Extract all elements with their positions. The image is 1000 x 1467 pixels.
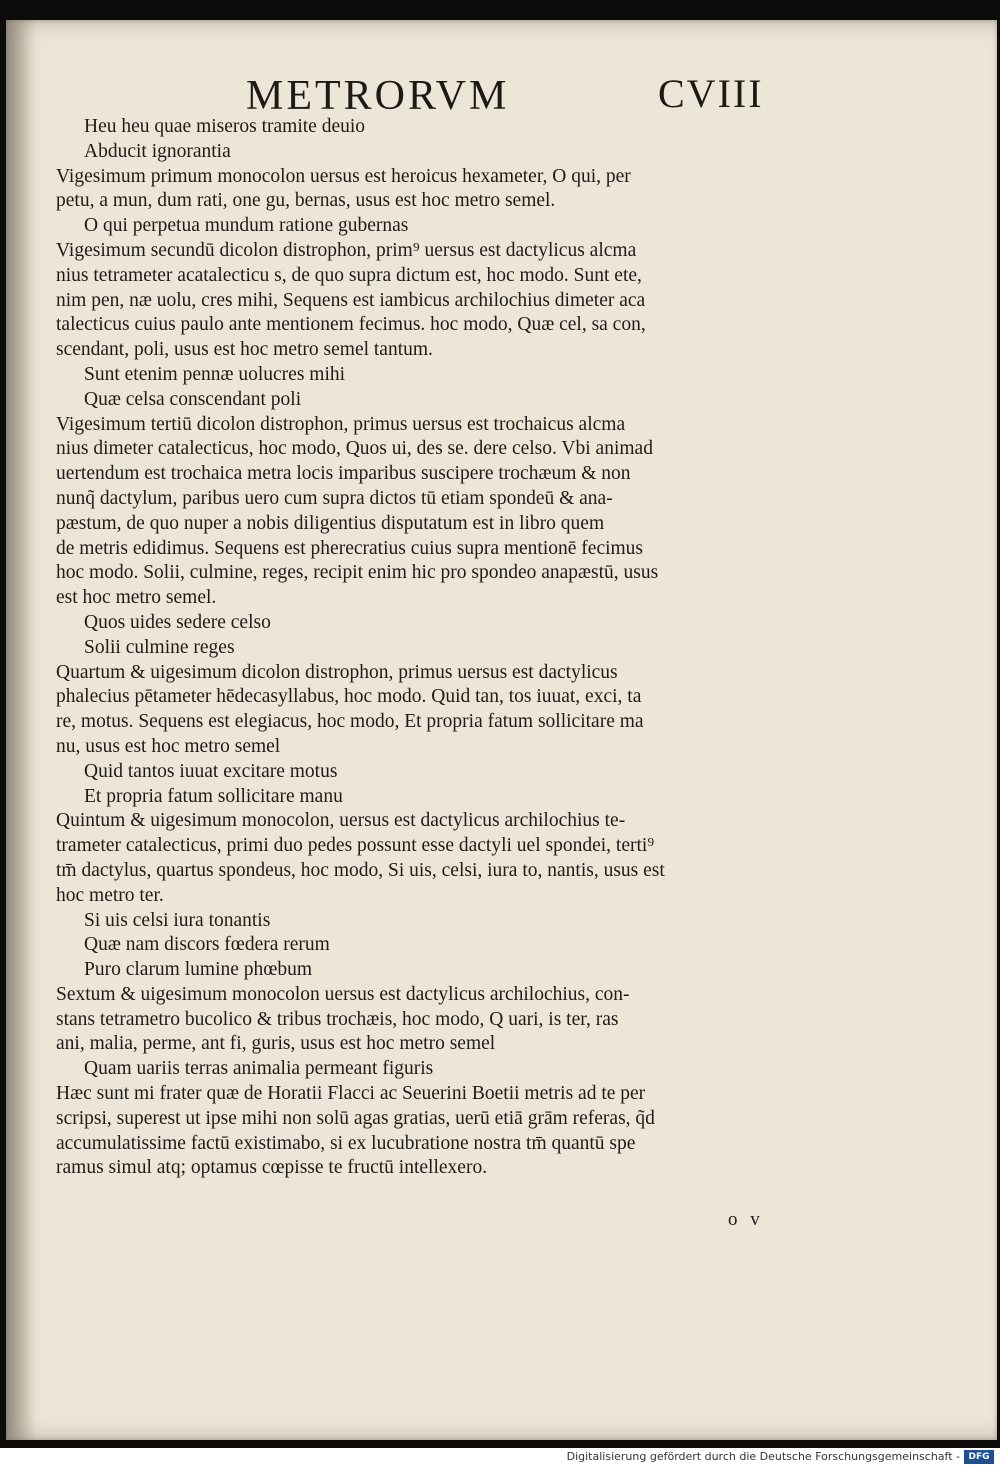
text-line: talecticus cuius paulo ante mentionem fecimus. hoc modo, Quæ cel, sa con, (56, 314, 646, 336)
text-line: phalecius pētameter hēdecasyllabus, hoc modo. Quid tan, tos iuuat, exci, ta (56, 686, 642, 708)
text-line: Solii culmine reges (84, 636, 235, 658)
text-line: Abducit ignorantia (84, 140, 231, 162)
text-line: Quos uides sedere celso (84, 611, 271, 633)
book-page (6, 20, 997, 1440)
text-line: Quartum & uigesimum dicolon distrophon, primus uersus est dactylicus (56, 661, 618, 683)
text-line: uertendum est trochaica metra locis imparibus suscipere trochæum & non (56, 463, 631, 485)
text-line: est hoc metro semel. (56, 587, 217, 609)
running-head: METRORVM (246, 73, 510, 119)
text-line: Sunt etenim pennæ uolucres mihi (84, 363, 346, 385)
text-line: nius dimeter catalecticus, hoc modo, Quos ui, des se. dere celso. Vbi animad (56, 438, 653, 460)
text-line: Sextum & uigesimum monocolon uersus est dactylicus archilochius, con- (56, 983, 630, 1005)
text-line: Et propria fatum sollicitare manu (84, 785, 343, 807)
text-line: trameter catalecticus, primi duo pedes possunt esse dactyli uel spondei, terti⁹ (56, 835, 655, 857)
text-line: ani, malia, perme, ant fi, guris, usus est hoc metro semel (56, 1033, 496, 1055)
text-line: Quintum & uigesimum monocolon, uersus est dactylicus archilochius te- (56, 810, 626, 832)
text-line: Quæ nam discors fœdera rerum (84, 934, 330, 956)
text-line: scripsi, superest ut ipse mihi non solū agas gratias, uerū etiā grām referas, q̃d (56, 1107, 655, 1129)
text-line: Vigesimum secundū dicolon distrophon, prim⁹ uersus est dactylicus alcma (56, 239, 637, 261)
text-line: hoc metro ter. (56, 884, 164, 906)
text-line: pæstum, de quo nuper a nobis diligentius disputatum est in libro quem (56, 512, 605, 534)
text-line: Quæ celsa conscendant poli (84, 388, 302, 410)
text-line: stans tetrametro bucolico & tribus trochæis, hoc modo, Q uari, is ter, ras (56, 1008, 619, 1030)
text-line: scendant, poli, usus est hoc metro semel tantum. (56, 339, 433, 361)
text-line: hoc modo. Solii, culmine, reges, recipit enim hic pro spondeo anapæstū, usus (56, 562, 659, 584)
text-line: nunq̃ dactylum, paribus uero cum supra dictos tū etiam spondeū & ana- (56, 487, 613, 509)
signature-mark: o v (728, 1209, 764, 1230)
text-line: de metris edidimus. Sequens est pherecratius cuius supra mentionē fecimus (56, 537, 644, 559)
text-line: Puro clarum lumine phœbum (84, 959, 313, 981)
page-body (56, 115, 794, 1181)
text-line: Vigesimum primum monocolon uersus est heroicus hexameter, O qui, per (56, 165, 631, 187)
text-line: O qui perpetua mundum ratione gubernas (84, 215, 409, 237)
text-line: re, motus. Sequens est elegiacus, hoc modo, Et propria fatum sollicitare ma (56, 711, 644, 733)
text-line: nu, usus est hoc metro semel (56, 735, 281, 757)
text-line: Si uis celsi iura tonantis (84, 909, 271, 931)
text-line: Hæc sunt mi frater quæ de Horatii Flacci ac Seuerini Boetii metris ad te per (56, 1083, 646, 1105)
text-line: tm̄ dactylus, quartus spondeus, hoc modo, Si uis, celsi, iura to, nantis, usus est (56, 859, 665, 881)
text-line: ramus simul atq; optamus cœpisse te fructū intellexero. (56, 1157, 488, 1179)
text-line: nius tetrameter acatalecticu s, de quo supra dictum est, hoc modo. Sunt ete, (56, 264, 642, 286)
folio-number: CVIII (658, 71, 764, 116)
text-line: petu, a mun, dum rati, one gu, bernas, usus est hoc metro semel. (56, 190, 556, 212)
text-line: Quid tantos iuuat excitare motus (84, 760, 338, 782)
footer-bar (0, 1448, 1000, 1467)
footer-credit: Digitalisierung gefördert durch die Deutsche Forschungsgemeinschaft - (566, 1450, 960, 1463)
text-line: Vigesimum tertiū dicolon distrophon, primus uersus est trochaicus alcma (56, 413, 626, 435)
text-line: Quam uariis terras animalia permeant figuris (84, 1058, 434, 1080)
text-line: Heu heu quae miseros tramite deuio (84, 116, 366, 137)
dfg-logo: DFG (964, 1450, 994, 1464)
text-line: accumulatissime factū existimabo, si ex lucubratione nostra tm̄ quantū spe (56, 1132, 636, 1154)
text-line: nim pen, næ uolu, cres mihi, Sequens est iambicus archilochius dimeter aca (56, 289, 646, 311)
